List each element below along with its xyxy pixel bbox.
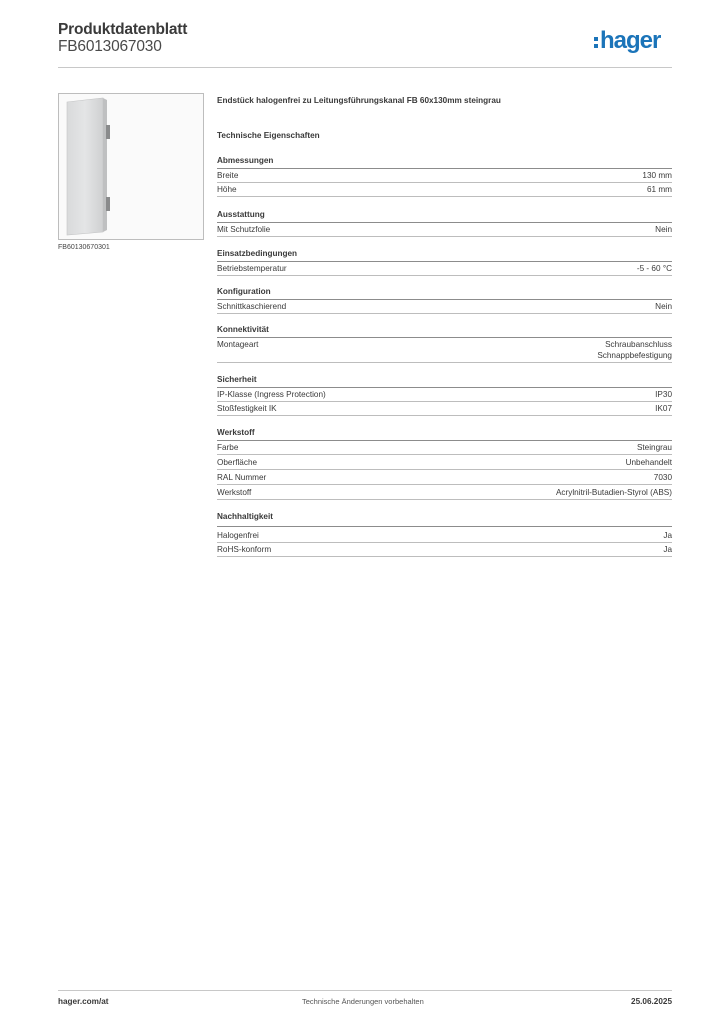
- row-rule: [217, 313, 672, 314]
- row-label: Höhe: [217, 185, 237, 194]
- row-rule: [217, 401, 672, 402]
- row-value: Unbehandelt: [625, 458, 672, 467]
- section-rule: [217, 526, 672, 527]
- logo-text: hager: [600, 27, 661, 54]
- row-value: Ja: [663, 531, 672, 540]
- section-title-sicherheit: Sicherheit: [217, 375, 257, 384]
- section-rule: [217, 222, 672, 223]
- row-label: RAL Nummer: [217, 473, 267, 482]
- page-title: Produktdatenblatt: [58, 21, 188, 38]
- footer-website: hager.com/at: [58, 997, 109, 1006]
- row-rule: [217, 556, 672, 557]
- row-value: IK07: [655, 404, 672, 413]
- section-rule: [217, 299, 672, 300]
- row-rule: [217, 275, 672, 276]
- footer-date: 25.06.2025: [631, 997, 672, 1006]
- row-label: Betriebstemperatur: [217, 264, 287, 273]
- end-cap-illustration: [59, 94, 203, 239]
- row-value: 130 mm: [642, 171, 672, 180]
- row-label: Stoßfestigkeit IK: [217, 404, 277, 413]
- row-value: Schraubanschluss: [605, 340, 672, 349]
- section-title-ausstattung: Ausstattung: [217, 210, 265, 219]
- row-rule: [217, 182, 672, 183]
- section-title-einsatzbedingungen: Einsatzbedingungen: [217, 249, 298, 258]
- row-value: Steingrau: [636, 443, 672, 452]
- row-value: Acrylnitril-Butadien-Styrol (ABS): [555, 488, 672, 497]
- row-label: Werkstoff: [217, 488, 252, 497]
- row-label: IP-Klasse (Ingress Protection): [217, 390, 326, 399]
- row-value: 7030: [653, 473, 672, 482]
- properties-title: Technische Eigenschaften: [217, 131, 320, 140]
- section-rule: [217, 337, 672, 338]
- row-label: Farbe: [217, 443, 239, 452]
- row-label: Oberfläche: [217, 458, 258, 467]
- section-rule: [217, 261, 672, 262]
- row-rule: [217, 469, 672, 470]
- row-value: -5 - 60 °C: [636, 264, 672, 273]
- row-rule: [217, 542, 672, 543]
- section-title-konfiguration: Konfiguration: [217, 287, 271, 296]
- row-rule: [217, 499, 672, 500]
- row-label: Montageart: [217, 340, 259, 349]
- row-label: Mit Schutzfolie: [217, 225, 271, 234]
- footer-notice: Technische Änderungen vorbehalten: [302, 997, 424, 1006]
- section-title-abmessungen: Abmessungen: [217, 156, 274, 165]
- row-rule: [217, 454, 672, 455]
- row-value: Nein: [655, 225, 672, 234]
- header-divider: [58, 67, 672, 68]
- logo-dots-icon: [594, 37, 598, 48]
- row-rule: [217, 236, 672, 237]
- row-value: 61 mm: [646, 185, 672, 194]
- row-value-2: Schnappbefestigung: [597, 351, 672, 360]
- row-value: IP30: [655, 390, 672, 399]
- section-title-nachhaltigkeit: Nachhaltigkeit: [217, 512, 273, 521]
- row-label: RoHS-konform: [217, 545, 272, 554]
- footer-divider: [58, 990, 672, 991]
- image-caption: FB60130670301: [58, 244, 110, 251]
- product-image: [58, 93, 204, 240]
- row-label: Halogenfrei: [217, 531, 259, 540]
- product-number: FB6013067030: [58, 38, 162, 55]
- row-rule: [217, 415, 672, 416]
- row-value: Nein: [655, 302, 672, 311]
- product-description: Endstück halogenfrei zu Leitungsführungskanal FB 60x130mm steingrau: [217, 96, 501, 105]
- row-value: Ja: [663, 545, 672, 554]
- section-rule: [217, 440, 672, 441]
- row-label: Breite: [217, 171, 239, 180]
- section-rule: [217, 168, 672, 169]
- row-rule: [217, 484, 672, 485]
- row-label: Schnittkaschierend: [217, 302, 287, 311]
- section-rule: [217, 387, 672, 388]
- section-title-werkstoff: Werkstoff: [217, 428, 255, 437]
- hager-logo: [594, 25, 660, 57]
- row-rule: [217, 196, 672, 197]
- section-title-konnektivitaet: Konnektivität: [217, 325, 269, 334]
- row-rule: [217, 362, 672, 363]
